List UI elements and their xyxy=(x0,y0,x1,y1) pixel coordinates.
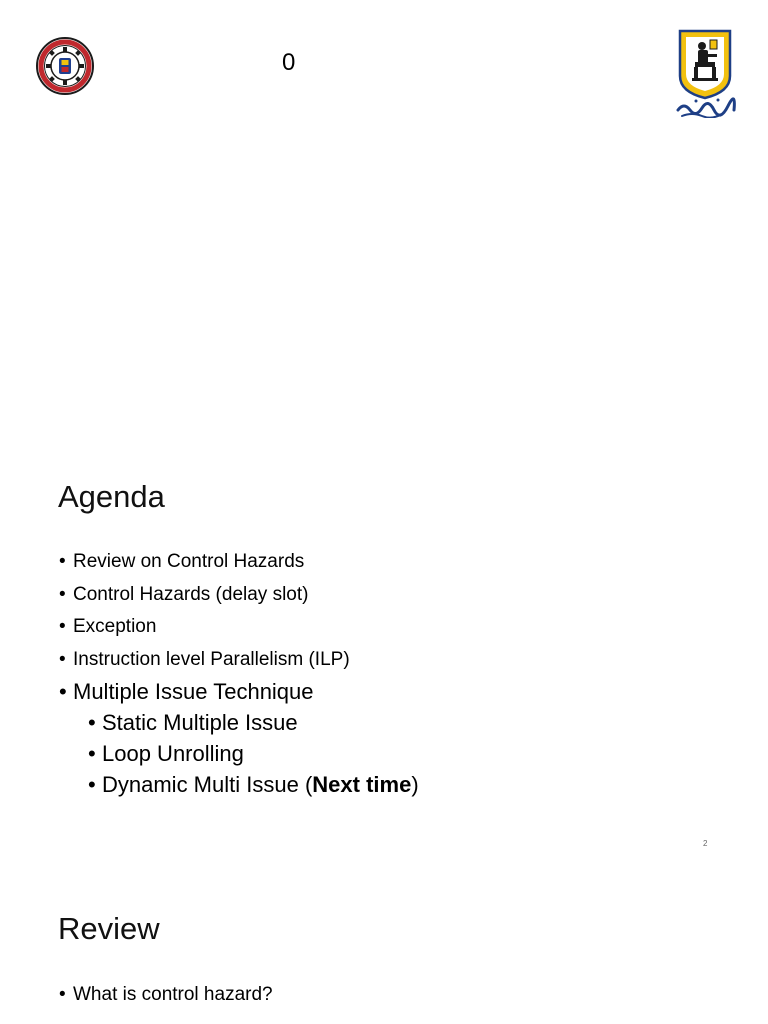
item-text-suffix: ) xyxy=(411,772,419,797)
agenda-title: Agenda xyxy=(58,479,165,514)
cairo-university-logo xyxy=(672,28,738,118)
page-number: 2 xyxy=(703,839,708,848)
list-item: • Control Hazards (delay slot) xyxy=(73,579,419,612)
item-text-prefix: Dynamic Multi Issue ( xyxy=(102,772,313,797)
slide-number: 0 xyxy=(282,49,296,76)
agenda-list xyxy=(73,546,419,800)
sub-list-item-dynamic xyxy=(102,769,419,800)
sub-list-item: • Loop Unrolling xyxy=(102,738,419,769)
list-item: • Review on Control Hazards xyxy=(73,546,419,579)
review-list xyxy=(73,979,273,1012)
faculty-engineering-seal-logo xyxy=(35,37,95,95)
list-item: • Multiple Issue Technique xyxy=(73,676,419,707)
list-item: • What is control hazard? xyxy=(73,979,273,1012)
list-item: • Instruction level Parallelism (ILP) xyxy=(73,644,419,677)
item-text-bold: Next time xyxy=(312,772,412,797)
sub-list-item: • Static Multiple Issue xyxy=(102,707,419,738)
review-title: Review xyxy=(58,911,160,946)
list-item: • Exception xyxy=(73,611,419,644)
